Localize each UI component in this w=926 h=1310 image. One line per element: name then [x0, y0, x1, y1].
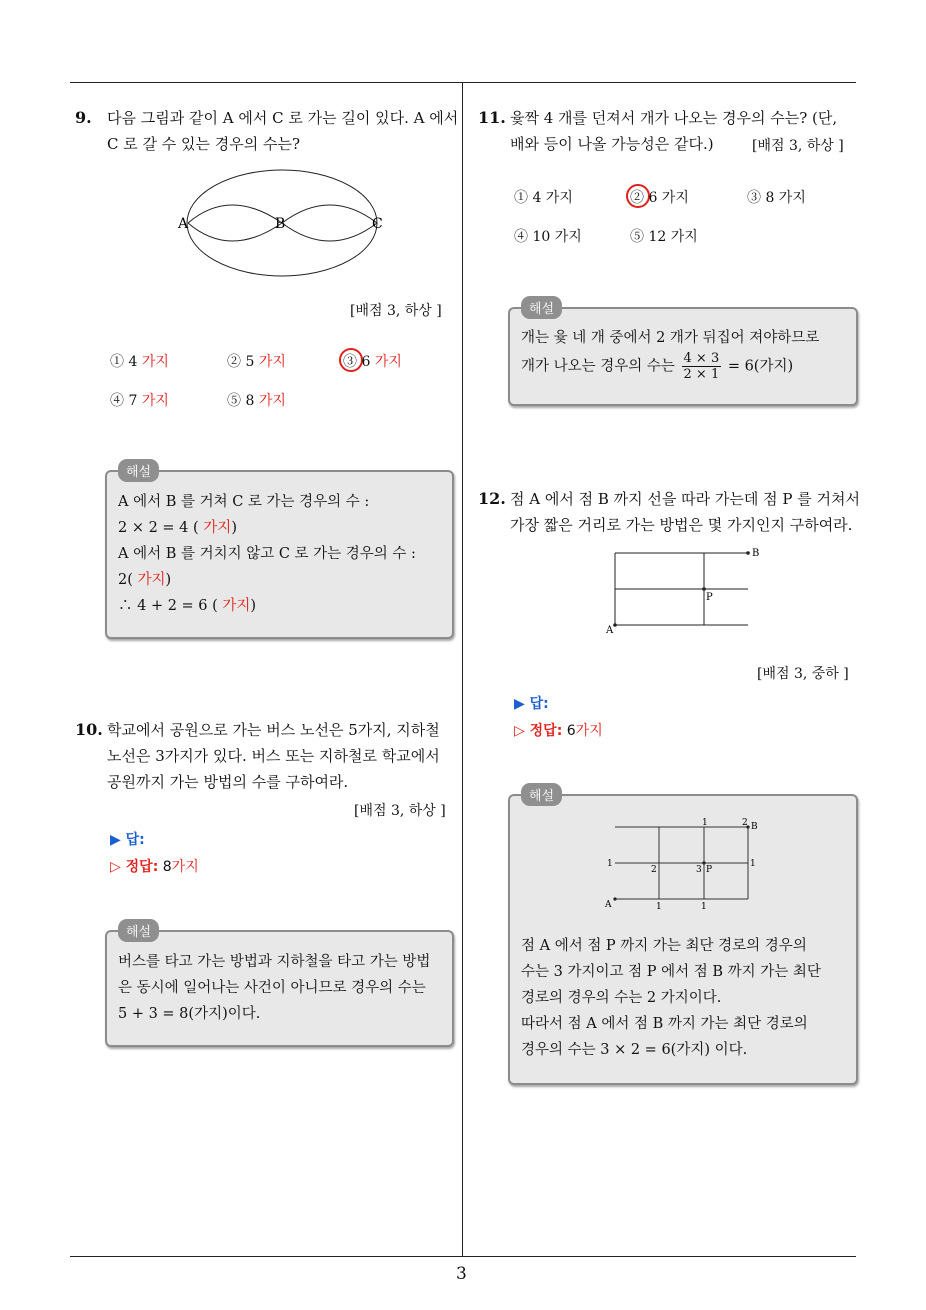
q12-explain-line1: 점 A 에서 점 P 까지 가는 최단 경로의 경우의	[521, 938, 807, 954]
q12-grid-num-right1: 1	[750, 859, 756, 869]
q11-choice-3-text: 8 가지	[765, 190, 806, 206]
q11-choice-3[interactable]	[747, 187, 806, 207]
q9-explain-tab: 해설	[118, 459, 159, 482]
q9-choice-4-mark: ④	[110, 393, 124, 409]
q9-choice-3-mark: ③	[343, 354, 357, 370]
q12-explain-grid	[600, 815, 770, 915]
q12-grid-num-bot1: 1	[656, 902, 662, 912]
page-number: 3	[456, 1264, 467, 1284]
q9-explain-l2a: 2 × 2 = 4 (	[118, 520, 199, 536]
q11-choice-3-mark: ③	[747, 190, 761, 206]
q9-choice-3-unit: 가지	[374, 354, 402, 370]
q10-number: 10.	[75, 720, 103, 739]
q10-text-line3: 공원까지 가는 방법의 수를 구하여라.	[107, 773, 349, 791]
q9-choice-5-value: 8	[245, 393, 255, 409]
q9-text-line1: 다음 그림과 같이 A 에서 C 로 가는 길이 있다. A 에서	[107, 109, 459, 127]
q12-grid-num-bot2: 1	[701, 902, 707, 912]
q9-explain-line3: A 에서 B 를 거치지 않고 C 로 가는 경우의 수 :	[118, 546, 416, 562]
q9-label-a: A	[178, 216, 189, 232]
q10-explain-line2: 은 동시에 일어나는 사건이 아니므로 경우의 수는	[118, 980, 426, 996]
q11-choice-1-text: 4 가지	[532, 190, 573, 206]
q11-explain-l2b: = 6(가지)	[727, 358, 794, 375]
q12-explain-label-b: B	[751, 822, 758, 832]
q12-grid-num-mid3: 3	[696, 865, 702, 875]
q9-choice-1-value: 4	[128, 354, 138, 370]
q9-choice-3[interactable]	[343, 351, 402, 371]
q11-fraction-numerator: 4 × 3	[683, 351, 720, 366]
q9-explain-line1: A 에서 B 를 거쳐 C 로 가는 경우의 수 :	[118, 494, 370, 510]
q9-choice-5-unit: 가지	[258, 393, 286, 409]
q10-explain-line3: 5 + 3 = 8(가지)이다.	[118, 1006, 261, 1022]
q9-explain-l5a: ∴ 4 + 2 = 6 (	[118, 598, 218, 614]
q12-grid-num-top1: 1	[702, 818, 708, 828]
q11-choice-2-mark: ②	[630, 190, 644, 206]
column-divider	[462, 82, 463, 1256]
q11-fraction-denominator: 2 × 1	[683, 367, 720, 382]
q11-choice-5-text: 12 가지	[648, 229, 698, 245]
q9-choice-3-value: 6	[361, 354, 371, 370]
q11-text-line2: 배와 등이 나올 가능성은 같다.)	[510, 135, 714, 153]
q9-label-b: B	[275, 216, 286, 232]
q11-choice-5-mark: ⑤	[630, 229, 644, 245]
q12-label-b: B	[752, 548, 760, 559]
q9-choice-1-mark: ①	[110, 354, 124, 370]
q12-grid-num-left1: 1	[607, 859, 613, 869]
q12-label-p: P	[706, 592, 713, 603]
q10-explain-line1: 버스를 타고 가는 방법과 지하철을 타고 가는 방법	[118, 954, 431, 970]
q12-explain-tab: 해설	[521, 783, 562, 806]
q11-explain-line2	[521, 351, 793, 382]
q10-correct-answer	[110, 856, 199, 876]
q12-correct-answer	[514, 720, 603, 740]
q10-answer-label: ▶ 답:	[110, 832, 145, 848]
q9-choice-5-mark: ⑤	[227, 393, 241, 409]
q9-choice-1-unit: 가지	[141, 354, 169, 370]
q11-choice-1-mark: ①	[514, 190, 528, 206]
q12-grid-num-mid2: 2	[651, 865, 657, 875]
q11-choice-4[interactable]	[514, 226, 582, 246]
q9-explain-l2c: )	[231, 520, 237, 536]
q9-path-diagram	[170, 165, 400, 310]
q9-choice-1[interactable]	[110, 351, 169, 371]
q12-explain-line5: 경우의 수는 3 × 2 = 6(가지) 이다.	[521, 1042, 748, 1058]
q11-number: 11.	[478, 108, 506, 127]
q11-choice-2[interactable]	[630, 187, 689, 207]
q9-choice-2-value: 5	[245, 354, 255, 370]
q11-explain-l2a: 개가 나오는 경우의 수는	[521, 358, 675, 375]
q12-correct-value: 6	[566, 723, 576, 739]
q12-explain-label-a: A	[605, 900, 612, 910]
q9-explain-l4a: 2(	[118, 572, 133, 588]
q9-choice-4-value: 7	[128, 393, 138, 409]
q10-correct-unit: 가지	[171, 859, 199, 875]
q11-explain-tab: 해설	[521, 296, 562, 319]
q10-correct-value: 8	[162, 859, 172, 875]
q10-text-line1: 학교에서 공원으로 가는 버스 노선은 5가지, 지하철	[107, 721, 440, 739]
q12-text-line1: 점 A 에서 점 B 까지 선을 따라 가는데 점 P 를 거쳐서	[510, 490, 860, 508]
q9-score: [배점 3, 하상 ]	[350, 303, 442, 319]
q11-choice-1[interactable]	[514, 187, 573, 207]
q10-text-line2: 노선은 3가지가 있다. 버스 또는 지하철로 학교에서	[107, 747, 440, 765]
q9-choice-2-unit: 가지	[258, 354, 286, 370]
q12-explain-line3: 경로의 경우의 수는 2 가지이다.	[521, 990, 722, 1006]
q12-explain-line4: 따라서 점 A 에서 점 B 까지 가는 최단 경로의	[521, 1016, 808, 1032]
q12-explain-line2: 수는 3 가지이고 점 P 에서 점 B 까지 가는 최단	[521, 964, 821, 980]
top-rule	[70, 82, 856, 83]
q11-choice-2-text: 6 가지	[648, 190, 689, 206]
q9-choice-2[interactable]	[227, 351, 286, 371]
q11-explain-line1: 개는 윷 네 개 중에서 2 개가 뒤집어 져야하므로	[521, 330, 820, 346]
q9-explain-l4b: 가지	[132, 572, 166, 588]
q10-explain-tab: 해설	[118, 919, 159, 942]
q9-choice-4[interactable]	[110, 390, 169, 410]
q11-score: [배점 3, 하상 ]	[752, 138, 844, 154]
q12-label-a: A	[606, 625, 614, 636]
q10-score: [배점 3, 하상 ]	[354, 803, 446, 819]
q9-choice-5[interactable]	[227, 390, 286, 410]
q12-number: 12.	[478, 489, 506, 508]
q9-label-c: C	[372, 216, 383, 232]
q11-choice-4-text: 10 가지	[532, 229, 582, 245]
q12-correct-label: ▷ 정답:	[514, 723, 563, 739]
q11-choice-4-mark: ④	[514, 229, 528, 245]
q9-explain-l2b: 가지	[198, 520, 232, 536]
q9-explain-line5	[118, 593, 256, 619]
q9-explain-l5c: )	[250, 598, 257, 614]
q9-explain-l4c: )	[165, 572, 172, 588]
q9-number: 9.	[75, 108, 92, 127]
q11-explain-fraction	[682, 351, 722, 382]
q12-grid-diagram	[600, 545, 770, 637]
q9-explain-line4	[118, 567, 171, 593]
q12-score: [배점 3, 중하 ]	[757, 666, 849, 682]
q12-answer-label: ▶ 답:	[514, 696, 549, 712]
q12-grid-num-top2: 2	[742, 818, 748, 828]
q9-choice-4-unit: 가지	[141, 393, 169, 409]
q10-correct-label: ▷ 정답:	[110, 859, 159, 875]
q9-explain-l5b: 가지	[217, 598, 251, 614]
q12-correct-unit: 가지	[575, 723, 603, 739]
bottom-rule	[70, 1256, 856, 1257]
q9-explain-line2	[118, 515, 237, 541]
q12-text-line2: 가장 짧은 거리로 가는 방법은 몇 가지인지 구하여라.	[510, 516, 853, 534]
q11-text-line1: 윷짝 4 개를 던져서 개가 나오는 경우의 수는? (단,	[510, 109, 838, 127]
q9-choice-2-mark: ②	[227, 354, 241, 370]
q11-choice-5[interactable]	[630, 226, 698, 246]
q12-explain-label-p: P	[706, 865, 713, 875]
q9-text-line2: C 로 갈 수 있는 경우의 수는?	[107, 135, 301, 153]
